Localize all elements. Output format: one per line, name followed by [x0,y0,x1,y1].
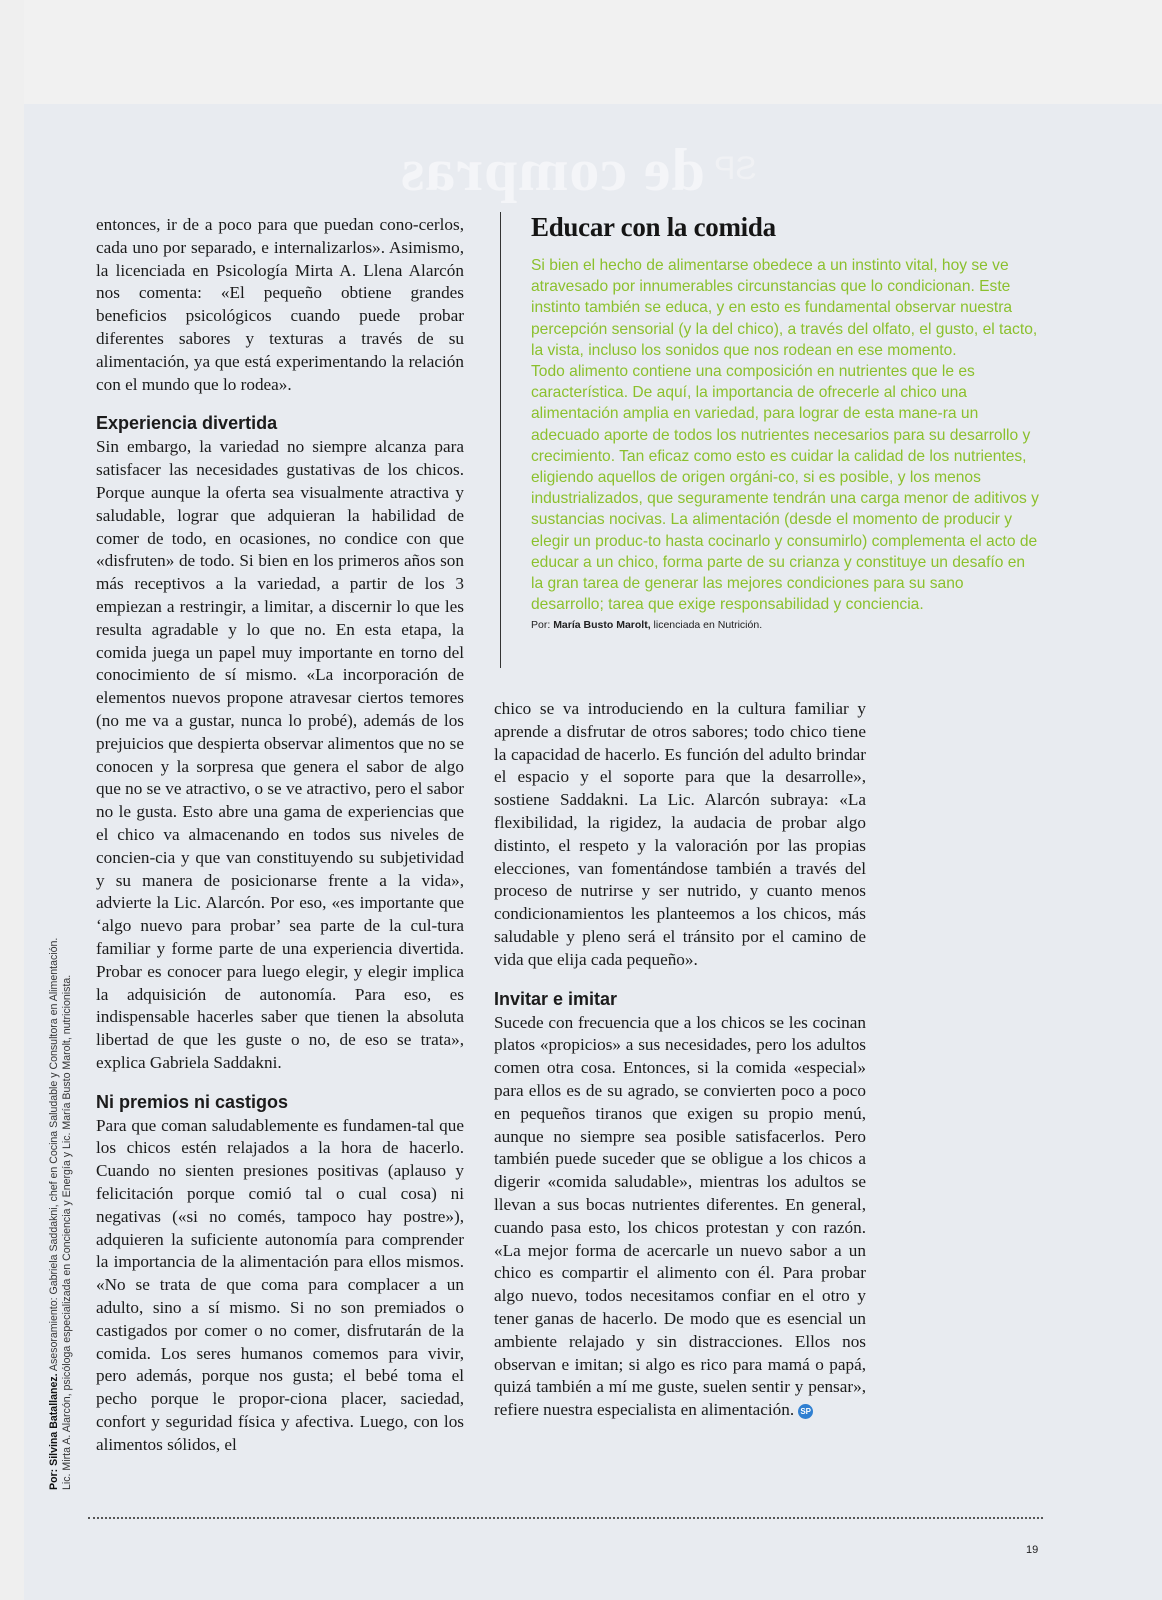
end-of-article-icon: SP [798,1404,813,1419]
article-credits [48,850,74,1490]
section-header-showthrough: de compras [400,137,705,203]
paragraph-continuation: chico se va introduciendo en la cultura familiar y aprende a disfrutar de otros sabores; todo chico tiene la capacidad de hacerlo. Es función del adulto brindar el espacio y el soporte para que la desarrolle», sostiene Saddakni. La Lic. Alarcón subraya: «La flexibilidad, la rigidez, la audacia de probar algo distinto, el respeto y la valoración por las propias elecciones, van fomentándose también a través del proceso de nutrirse y ser nutrido, y cuanto menos condicionamientos les planteemos a los chicos, más saludable y pleno será el tránsito por el camino de vida que elija cada pequeño». [494,699,866,969]
paragraph-premios: Para que coman saludablemente es fundamen-tal que los chicos estén relajados a la hora de hacerlo. Cuando no sienten presiones positivas (aplauso y felicitación porque comió tal o cual cosa) ni negativas («si no comés, tampoco hay postre»), adquieren la suficiente autonomía para comprender la importancia de la alimentación para ellos mismos. «No se trata de que coma para complacer a un adulto, sino a sí mismo. Si no son premiados o castigados por comer o no comer, disfrutarán de la comida. Los seres humanos comemos para vivir, pero además, porque nos gusta; el bebé toma el pecho porque le propor-ciona placer, saciedad, confort y seguridad física y afectiva. Luego, con los alimentos sólidos, el [96,1115,464,1454]
heading-invitar-e-imitar: Invitar e imitar [494,988,618,1009]
sidebar-title: Educar con la comida [531,212,776,242]
sidebar-paragraph-2: Todo alimento contiene una composición en nutrientes que le es característica. De aquí, la importancia de ofrecerle al chico una alimentación amplia en variedad, para lograr de esta mane-ra un adecuado aporte de todos los nutrientes necesarios para su desarrollo y crecimiento. Tan eficaz como esto es cuidar la calidad de los nutrientes, eligiendo aquellos de origen orgáni-co, si es posible, y los menos industrializados, que seguramente tendrán una carga menor de aditivos y sustancias nocivas. La alimentación (desde el momento de producir y elegir un produc-to hasta cocinarlo y consumirlo) complementa el acto de educar a un chico, forma parte de su crianza y constituye un desafío en la gran tarea de generar las mejores condiciones para su sano desarrollo; tarea que exige responsabilidad y conciencia. [531,363,1039,614]
paragraph-invitar: Sucede con frecuencia que a los chicos se les cocinan platos «propicios» a sus necesidades, pero los adultos comen otra cosa. Entonces, si la comida «especial» para ellos es de su agrado, se convierten poco a poco en pequeños tiranos que exigen su propio menú, aunque no siempre sea posible satisfacerlos. Pero también puede suceder que se obligue a los chicos a digerir «comida saludable», mientras los adultos se llevan a sus bocas nutrientes diferentes. En general, cuando pasa esto, los chicos protestan y con razón. «La mejor forma de acercarle un nuevo sabor a un chico es compartir el alimento con él. Para probar algo nuevo, todos necesitamos confiar en el otro y tener ganas de hacerlo. De modo que es esencial un ambiente relajado y sin distracciones. Ellos nos observan e imitan; si algo es rico para mamá o papá, quizá también a mí me guste, suelen sentir y pensar», refiere nuestra especialista en alimentación. SP [494,1012,866,1420]
scan-margin-top [0,0,1162,104]
page-number: 19 [1026,1544,1039,1556]
sidebar-paragraph-1: Si bien el hecho de alimentarse obedece a un instinto vital, hoy se ve atravesado por innumerables circunstancias que lo condicionan. Este instinto también se educa, y en esto es fundamental observar nuestra percepción sensorial (y la del chico), a través del olfato, el gusto, el tacto, la vista, incluso los sonidos que nos rodean en ese momento. [531,257,1038,359]
credits-line-1: Por: Silvina Batallanez. Asesoramiento: Gabriela Saddakni, chef en Cocina Saludable y Consultora en Alimentación. [48,937,60,1490]
section-header-tag: SP [714,150,757,186]
heading-experiencia-divertida: Experiencia divertida [96,413,278,434]
byline-role: licenciada en Nutrición. [653,619,763,632]
heading-ni-premios-ni-castigos: Ni premios ni castigos [96,1091,289,1112]
intro-paragraph: entonces, ir de a poco para que puedan cono-cerlos, cada uno por separado, e internalizarlos». Asimismo, la licenciada en Psicología Mirta A. Llena Alarcón nos comenta: «El pequeño obtiene grandes beneficios psicológicos cuando puede probar diferentes sabores y texturas a través de su alimentación, ya que está experimentando la relación con el mundo que lo rodea». [96,215,464,394]
footer-dotted-rule [88,1517,1043,1519]
scan-margin-left [0,0,24,1600]
sidebar-byline: Por: María Busto Marolt, licenciada en Nutrición. [531,619,763,632]
paragraph-experiencia: Sin embargo, la variedad no siempre alcanza para satisfacer las necesidades gustativas de los chicos. Porque aunque la oferta sea visualmente atractiva y saludable, lograr que adquieran la habilidad de comer de todo, en ocasiones, no condice con que «disfruten» de todo. Si bien en los primeros años son más receptivos a la variedad, a partir de los 3 empiezan a restringir, a limitar, a discernir lo que les resulta agradable y lo que no. En esta etapa, la comida juega un papel muy importante en torno del conocimiento de sí mismo. «La incorporación de elementos nuevos propone atravesar ciertos temores (no me va a gustar, nunca lo probé), además de los prejuicios que despierta observar alimentos que no se conocen y la sorpresa que genera el sabor de algo que no se ve atractivo, o se ve atractivo, pero el sabor no le gusta. Esto abre una gama de experiencias que el chico va almacenando en todos sus niveles de concien-cia y que van constituyendo su subjetividad y su manera de posicionarse frente a la vida», advierte la Lic. Alarcón. Por eso, «es importante que ‘algo nuevo para probar’ sea parte de la cul-tura familiar y forme parte de una experiencia divertida. Probar es conocer para luego elegir, y elegir implica la adquisición de autonomía. Para eso, es indispensable hacerles saber que tienen la absoluta libertad de que les guste o no, de eso se trata», explica Gabriela Saddakni. [96,437,464,1072]
sidebar-box [500,212,1040,668]
byline-name: María Busto Marolt, [553,619,651,632]
credits-line-2: Lic. Mirta A. Alarcón, psicóloga especializada en Conciencia y Energía y Lic. María Busto Marolt, nutricionista. [61,974,73,1490]
credits-author: Silvina Batallanez. [48,1373,60,1466]
credits-advisors: Asesoramiento: Gabriela Saddakni, chef en Cocina Saludable y Consultora en Alimentación. [48,937,60,1372]
right-column [494,698,866,1422]
left-column [96,214,464,1457]
